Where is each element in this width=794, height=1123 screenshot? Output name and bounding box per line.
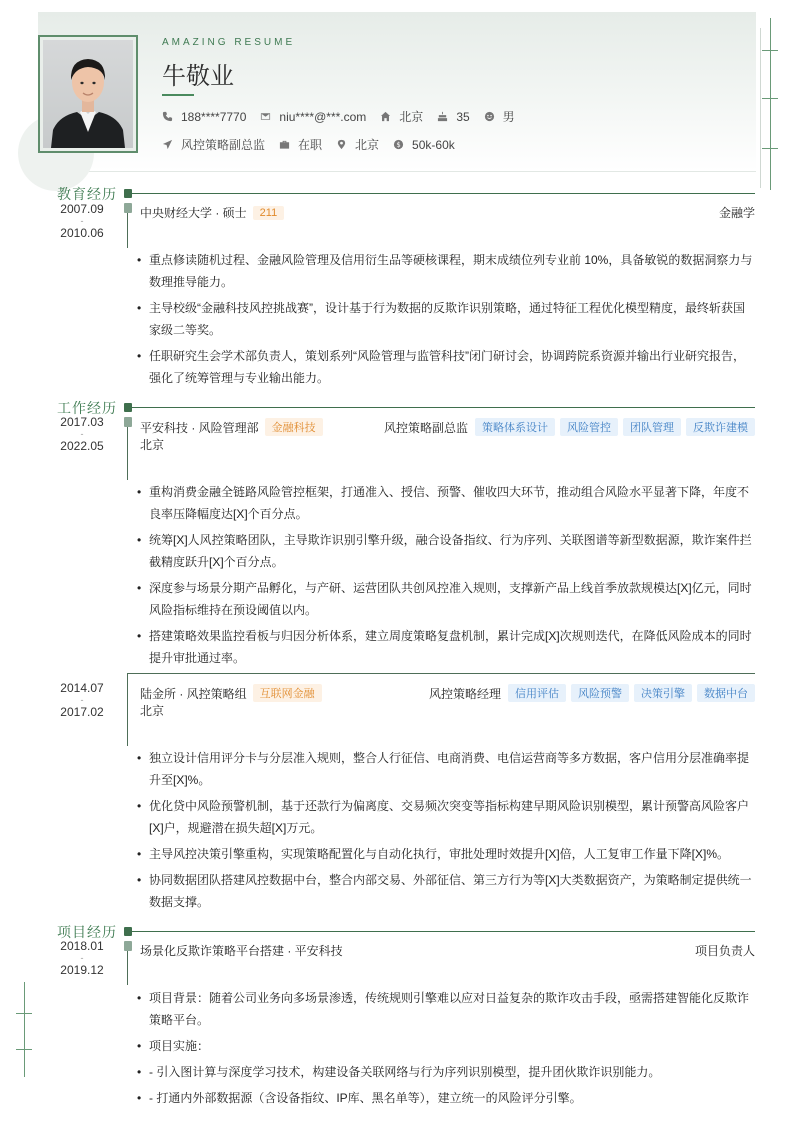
school-badge: 211 xyxy=(253,206,285,220)
skill-tag: 数据中台 xyxy=(697,684,755,702)
email-item xyxy=(260,110,366,124)
email-text: niu****@***.com xyxy=(279,109,367,124)
decor-left-line xyxy=(24,982,25,1077)
entry-right xyxy=(429,684,755,702)
pin-icon xyxy=(336,139,347,150)
list-item: • 重点修读随机过程、金融风险管理及信用衍生品等硬核课程，期末成绩位列专业前 10%，具备敏锐的数据洞察力与数理推导能力。 xyxy=(137,249,754,293)
skill-tag: 风险预警 xyxy=(571,684,629,702)
mail-icon xyxy=(260,111,271,122)
entry-location: 北京 xyxy=(140,438,165,452)
skill-tag: 反欺诈建模 xyxy=(686,418,755,436)
entry-heading xyxy=(140,204,284,221)
list-item: • - 打通内外部数据源（含设备指纹、IP库、黑名单等），建立统一的风险评分引擎。 xyxy=(137,1087,754,1109)
decor-tick xyxy=(762,148,778,149)
role-text: 风控策略副总监 xyxy=(383,420,468,435)
intent-row xyxy=(162,136,469,153)
list-item: • 任职研究生会学术部负责人，策划系列“风险管理与监管科技”闭门研讨会，协调跨院系资源并输出行业研究报告，强化了统筹管理与专业输出能力。 xyxy=(137,345,754,389)
avatar xyxy=(38,35,138,153)
cake-icon xyxy=(437,111,448,122)
timeline-line xyxy=(127,673,128,746)
list-item: • - 引入图计算与深度学习技术，构建设备关联网络与行为序列识别模型，提升团伙欺诈识别能力。 xyxy=(137,1061,754,1083)
gender-text: 男 xyxy=(502,110,515,124)
project-bullets xyxy=(137,987,754,1113)
decor-frame-line xyxy=(760,28,761,188)
list-item: • 独立设计信用评分卡与分层准入规则，整合人行征信、电商消费、电信运营商等多方数据，客户信用分层准确率提升至[X]%。 xyxy=(137,747,754,791)
smile-icon xyxy=(484,111,495,122)
list-item: • 深度参与场景分期产品孵化，与产研、运营团队共创风控准入规则，支撑新产品上线首季放款规模达[X]亿元，同时风险指标维持在预设阈值以内。 xyxy=(137,577,754,621)
entry-right xyxy=(719,204,755,221)
section-divider xyxy=(128,407,755,408)
role-text: 风控策略经理 xyxy=(428,686,501,701)
skill-tag: 风险管控 xyxy=(560,418,618,436)
work-bullets xyxy=(137,747,754,917)
company-badge: 金融科技 xyxy=(265,418,323,436)
contact-row xyxy=(162,108,529,125)
date-end: 2017.02 xyxy=(60,705,104,719)
home-icon xyxy=(380,111,391,122)
gender-item xyxy=(484,108,515,125)
dollar-icon xyxy=(393,139,404,150)
section-title-education: 教育经历 xyxy=(57,187,117,203)
date-dash: - xyxy=(80,953,84,963)
timeline-line xyxy=(127,427,128,480)
salary-item xyxy=(393,138,455,152)
date-dash: - xyxy=(80,216,84,226)
portrait-illustration xyxy=(43,40,133,148)
decor-tick xyxy=(16,1013,32,1014)
section-title-work: 工作经历 xyxy=(57,401,117,417)
entry-date xyxy=(58,681,106,719)
section-marker xyxy=(124,189,132,198)
candidate-name: 牛敬业 xyxy=(162,62,234,90)
section-title-projects: 项目经历 xyxy=(57,925,117,941)
entry-date xyxy=(58,415,106,453)
entry-marker xyxy=(124,417,132,427)
education-bullets xyxy=(137,249,754,393)
list-item: • 主导校级“金融科技风控挑战赛”，设计基于行为数据的反欺诈识别策略，通过特征工程优化模型精度，最终斩获国家级二等奖。 xyxy=(137,297,754,341)
position-item xyxy=(162,136,265,153)
date-start: 2014.07 xyxy=(60,681,104,695)
resume-eyebrow: AMAZING RESUME xyxy=(162,37,296,48)
skill-tag: 信用评估 xyxy=(508,684,566,702)
entry-heading xyxy=(140,684,322,702)
city-text: 北京 xyxy=(399,110,424,124)
age-text: 35 xyxy=(456,109,470,124)
location-item xyxy=(336,136,379,153)
company-name: 陆金所 · 风控策略组 xyxy=(140,686,247,701)
timeline-line xyxy=(127,951,128,985)
school-name: 中央财经大学 · 硕士 xyxy=(140,206,247,220)
status-text: 在职 xyxy=(298,138,323,152)
company-badge: 互联网金融 xyxy=(253,684,322,702)
company-name: 平安科技 · 风险管理部 xyxy=(140,420,259,435)
skill-tag: 策略体系设计 xyxy=(475,418,555,436)
list-item: • 重构消费金融全链路风险管控框架，打通准入、授信、预警、催收四大环节，推动组合风险水平显著下降，年度不良率压降幅度达[X]个百分点。 xyxy=(137,481,754,525)
section-marker xyxy=(124,927,132,936)
timeline-line xyxy=(127,213,128,248)
entry-right xyxy=(695,942,755,959)
date-start: 2017.03 xyxy=(60,415,104,429)
decor-tick xyxy=(16,1049,32,1050)
svg-text:$: $ xyxy=(396,140,401,149)
list-item: • 搭建策略效果监控看板与归因分析体系，建立周度策略复盘机制，累计完成[X]次规则迭代，在降低风险成本的同时提升审批通过率。 xyxy=(137,625,754,669)
entry-location: 北京 xyxy=(140,704,165,718)
section-marker xyxy=(124,403,132,412)
location-text: 北京 xyxy=(355,138,380,152)
date-end: 2019.12 xyxy=(60,963,104,977)
decor-tick xyxy=(762,98,778,99)
age-item xyxy=(437,110,469,124)
section-divider xyxy=(128,931,755,932)
briefcase-icon xyxy=(279,139,290,150)
project-role: 项目负责人 xyxy=(694,944,755,958)
phone-icon xyxy=(162,111,173,122)
list-item: • 项目背景：随着公司业务向多场景渗透，传统规则引擎难以应对日益复杂的欺诈攻击手段，亟需搭建智能化反欺诈策略平台。 xyxy=(137,987,754,1031)
list-item: • 统筹[X]人风控策略团队，主导欺诈识别引擎升级，融合设备指纹、行为序列、关联图谱等新型数据源，欺诈案件拦截精度跃升[X]个百分点。 xyxy=(137,529,754,573)
date-dash: - xyxy=(80,429,84,439)
portrait-photo xyxy=(43,40,133,148)
list-item: • 主导风控决策引擎重构，实现策略配置化与自动化执行，审批处理时效提升[X]倍，人工复审工作量下降[X]%。 xyxy=(137,843,754,865)
list-item: • 项目实施： xyxy=(137,1035,754,1057)
date-end: 2010.06 xyxy=(60,226,104,240)
status-item xyxy=(279,136,322,153)
section-divider xyxy=(128,193,755,194)
name-underline xyxy=(162,94,194,96)
date-dash: - xyxy=(80,695,84,705)
project-name: 场景化反欺诈策略平台搭建 · 平安科技 xyxy=(140,944,343,958)
entry-date xyxy=(58,939,106,977)
date-end: 2022.05 xyxy=(60,439,104,453)
entry-marker xyxy=(124,941,132,951)
phone-text: 188****7770 xyxy=(181,109,247,124)
entry-marker xyxy=(124,203,132,213)
list-item: • 协同数据团队搭建风控数据中台，整合内部交易、外部征信、第三方行为等[X]大类数据资产，为策略制定提供统一数据支撑。 xyxy=(137,869,754,913)
date-start: 2018.01 xyxy=(60,939,104,953)
salary-text: 50k-60k xyxy=(412,137,455,152)
entry-heading xyxy=(140,942,343,959)
entry-date xyxy=(58,202,106,240)
decor-right-line xyxy=(770,18,771,190)
date-start: 2007.09 xyxy=(60,202,104,216)
phone-item xyxy=(162,110,246,124)
entry-divider xyxy=(128,673,755,674)
position-text: 风控策略副总监 xyxy=(181,138,266,152)
entry-right xyxy=(384,418,755,436)
major-text: 金融学 xyxy=(718,206,755,220)
list-item: • 优化贷中风险预警机制，基于还款行为偏离度、交易频次突变等指标构建早期风险识别模型，累计预警高风险客户[X]户，规避潜在损失超[X]万元。 xyxy=(137,795,754,839)
entry-heading xyxy=(140,418,323,436)
decor-tick xyxy=(762,50,778,51)
work-bullets xyxy=(137,481,754,673)
send-icon xyxy=(162,139,173,150)
city-item xyxy=(380,108,423,125)
skill-tag: 团队管理 xyxy=(623,418,681,436)
skill-tag: 决策引擎 xyxy=(634,684,692,702)
